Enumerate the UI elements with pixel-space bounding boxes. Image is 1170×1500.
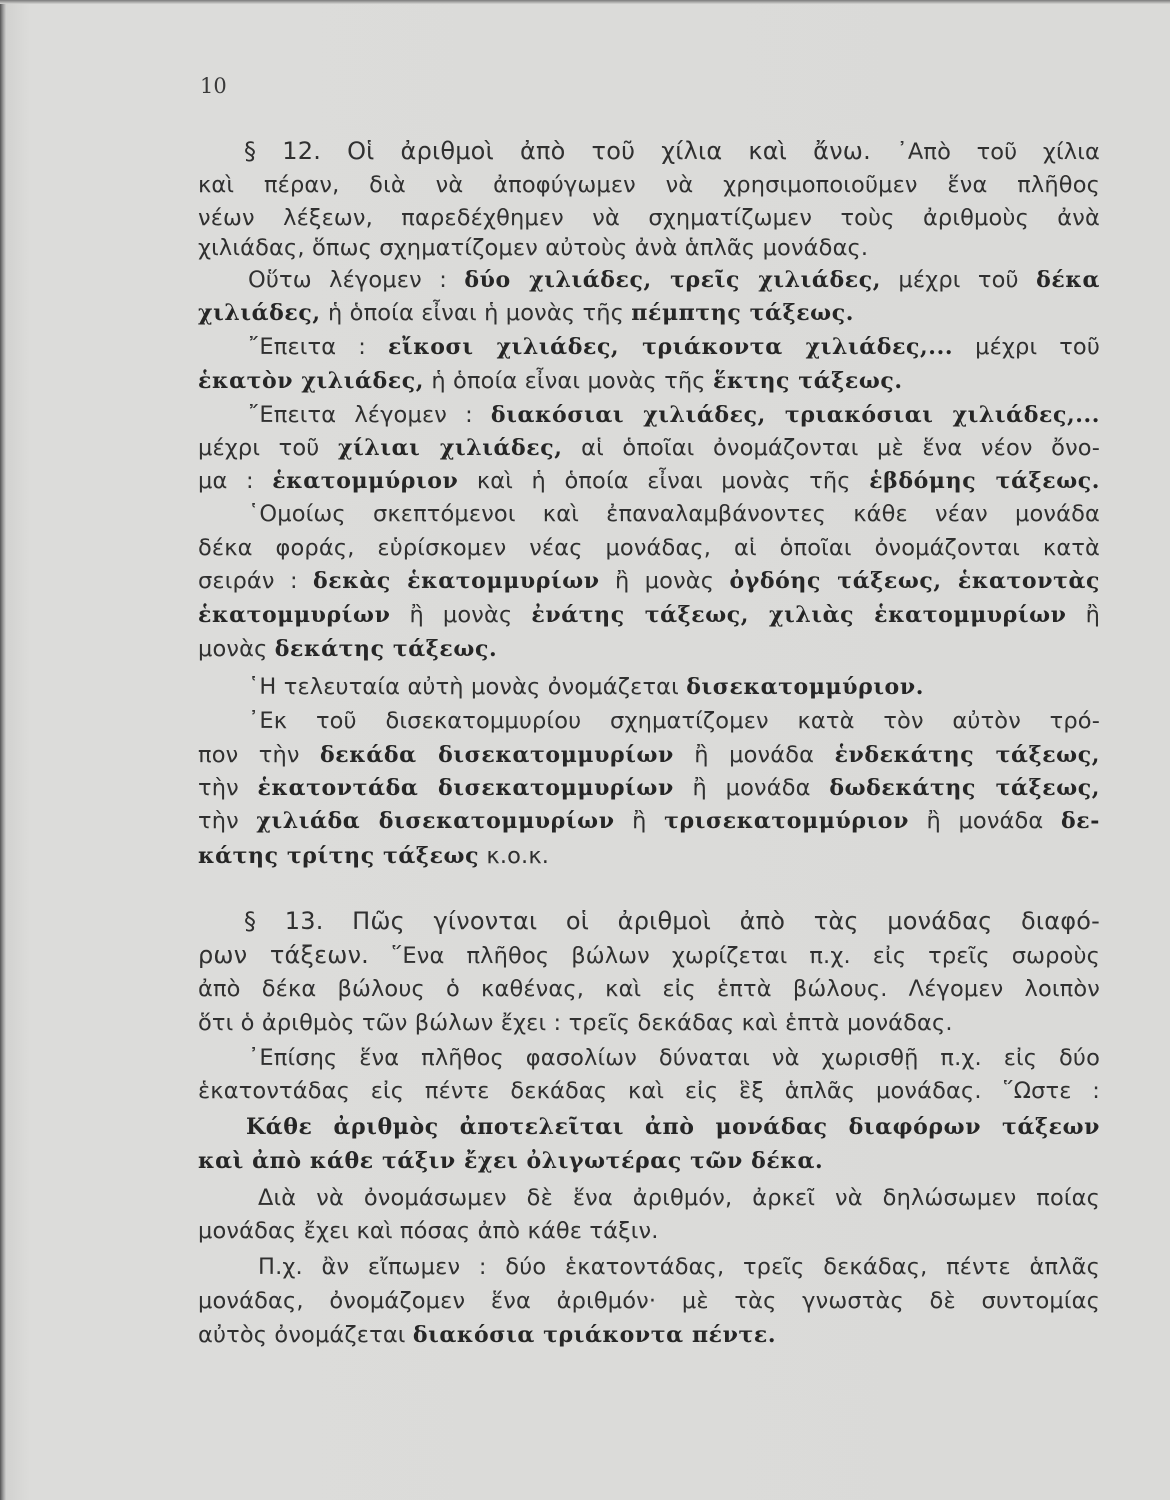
section12-line-11: μα : ἑκατομμύριον καὶ ἡ ὁποία εἶναι μονὰς τῆς ἑβδόμης τάξεως. [198,468,1101,494]
section12-line-16: μονὰς δεκάτης τάξεως. [198,636,498,662]
section13-line-10: μονάδας ἔχει καὶ πόσας ἀπὸ κάθε τάξιν. [198,1218,659,1244]
section12-line-6: χιλιάδες, ἡ ὁποία εἶναι ἡ μονὰς τῆς πέμπτης τάξεως. [198,300,854,326]
section13-line-1 [198,906,1100,936]
section13-rule-line-2: καὶ ἀπὸ κάθε τάξιν ἔχει ὀλιγωτέρας τῶν δέκα. [198,1148,824,1174]
section12-line-18: ᾿Εκ τοῦ δισεκατομμυρίου σχηματίζομεν κατὰ τὸν αὐτὸν τρό- [248,708,1100,734]
section12-line-4: χιλιάδας, ὅπως σχηματίζομεν αὐτοὺς ἀνὰ ἁπλᾶς μονάδας. [198,235,869,261]
section12-line-14: σειράν : δεκὰς ἑκατομμυρίων ἢ μονὰς ὀγδόης τάξεως, ἑκατοντὰς [198,568,1100,594]
page-edge-top [0,0,1170,4]
section13-line-6: ἑκατοντάδας εἰς πέντε δεκάδας καὶ εἰς ἓξ ἁπλᾶς μονάδας. ῞Ωστε : [198,1078,1100,1104]
section13-line-4: ὅτι ὁ ἀριθμὸς τῶν βώλων ἔχει : τρεῖς δεκάδας καὶ ἑπτὰ μονάδας. [198,1010,953,1036]
section12-line-10: μέχρι τοῦ χίλιαι χιλιάδες, αἱ ὁποῖαι ὀνομάζονται μὲ ἕνα νέον ὄνο- [198,435,1100,461]
section13-line-2: ρων τάξεων. ῞Ενα πλῆθος βώλων χωρίζεται π.χ. εἰς τρεῖς σωροὺς [198,941,1100,969]
section12-line-8: ἑκατὸν χιλιάδες, ἡ ὁποία εἶναι μονὰς τῆς ἕκτης τάξεως. [198,368,903,394]
section13-line-11: Π.χ. ἂν εἴπωμεν : δύο ἑκατοντάδας, τρεῖς δεκάδας, πέντε ἁπλᾶς [258,1254,1100,1280]
section13-line-12: μονάδας, ὀνομάζομεν ἕνα ἀριθμόν· μὲ τὰς γνωστὰς δὲ συντομίας [198,1288,1100,1314]
section13-line-5: ᾿Επίσης ἕνα πλῆθος φασολίων δύναται νὰ χωρισθῇ π.χ. εἰς δύο [248,1045,1100,1071]
section12-line-13: δέκα φοράς, εὑρίσκομεν νέας μονάδας, αἱ ὁποῖαι ὀνομάζονται κατὰ [198,535,1100,561]
section13-heading: § 13. Πῶς γίνονται οἱ ἀριθμοὶ ἀπὸ τὰς μονάδας διαφό- [244,907,1100,935]
section12-line-1: § 12. Οἱ ἀριθμοὶ ἀπὸ τοῦ χίλια καὶ ἄνω. ᾿Απὸ τοῦ χίλια [198,136,1100,166]
section12-line-15: ἑκατομμυρίων ἢ μονὰς ἐνάτης τάξεως, χιλιὰς ἑκατομμυρίων ἢ [198,602,1100,628]
section13-line-3: ἀπὸ δέκα βώλους ὁ καθένας, καὶ εἰς ἑπτὰ βώλους. Λέγομεν λοιπὸν [198,976,1100,1002]
section13-rule-line-1: Κάθε ἀριθμὸς ἀποτελεῖται ἀπὸ μονάδας διαφόρων τάξεων [246,1114,1100,1140]
section12-line-19: πον τὴν δεκάδα δισεκατομμυρίων ἢ μονάδα ἑνδεκάτης τάξεως, [198,742,1100,768]
section12-line-17: ῾Η τελευταία αὐτὴ μονὰς ὀνομάζεται δισεκατομμύριον. [248,674,924,700]
page-edge-left [0,0,6,1500]
section12-line-22: κάτης τρίτης τάξεως κ.ο.κ. [198,843,550,869]
section12-line-2: καὶ πέραν, διὰ νὰ ἀποφύγωμεν νὰ χρησιμοποιοῦμεν ἕνα πλῆθος [198,172,1100,198]
page-number: 10 [200,74,227,98]
section12-line-7: ῎Επειτα : εἴκοσι χιλιάδες, τριάκοντα χιλιάδες,... μέχρι τοῦ [248,334,1101,360]
section12-heading: § 12. Οἱ ἀριθμοὶ ἀπὸ τοῦ χίλια καὶ ἄνω. [244,137,871,165]
section12-line-3: νέων λέξεων, παρεδέχθημεν νὰ σχηματίζωμεν τοὺς ἀριθμοὺς ἀνὰ [198,205,1100,231]
section12-line-5: Οὕτω λέγομεν : δύο χιλιάδες, τρεῖς χιλιάδες, μέχρι τοῦ δέκα [248,267,1100,293]
section12-line-20: τὴν ἑκατοντάδα δισεκατομμυρίων ἢ μονάδα δωδεκάτης τάξεως, [198,775,1100,801]
section12-line-21: τὴν χιλιάδα δισεκατομμυρίων ἢ τρισεκατομμύριον ἢ μονάδα δε- [198,808,1100,834]
section12-line-9: ῎Επειτα λέγομεν : διακόσιαι χιλιάδες, τριακόσιαι χιλιάδες,... [248,402,1100,428]
section12-line-12: ῾Ομοίως σκεπτόμενοι καὶ ἐπαναλαμβάνοντες κάθε νέαν μονάδα [248,501,1100,527]
section13-line-9: Διὰ νὰ ὀνομάσωμεν δὲ ἕνα ἀριθμόν, ἀρκεῖ νὰ δηλώσωμεν ποίας [258,1185,1100,1211]
section13-line-13: αὐτὸς ὀνομάζεται διακόσια τριάκοντα πέντε. [198,1322,777,1348]
